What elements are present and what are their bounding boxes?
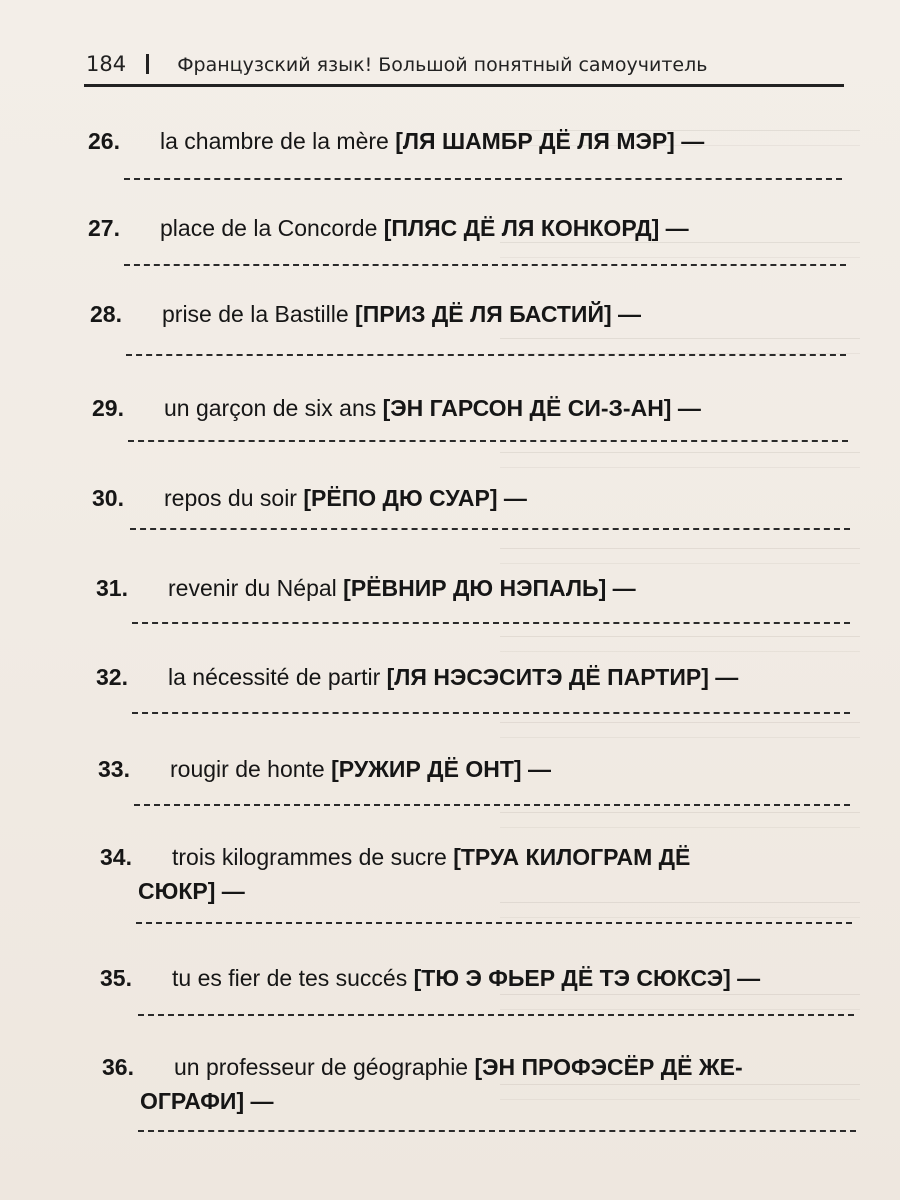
transcription: [ПРИЗ ДЁ ЛЯ БАСТИЙ] — <box>355 301 642 327</box>
answer-line-31[interactable] <box>132 622 850 624</box>
french-phrase: repos du soir <box>164 485 297 511</box>
header-separator <box>146 54 149 74</box>
transcription: [РУЖИР ДЁ ОНТ] — <box>331 756 551 782</box>
french-phrase: rougir de honte <box>170 756 325 782</box>
item-number: 27. <box>88 215 120 241</box>
exercise-item-34 <box>100 840 870 908</box>
transcription: [ПЛЯС ДЁ ЛЯ КОНКОРД] — <box>383 215 689 241</box>
french-phrase: un garçon de six ans <box>164 395 377 421</box>
french-phrase: un professeur de géographie <box>174 1054 469 1080</box>
show-through-line <box>500 636 860 652</box>
answer-line-33[interactable] <box>134 804 850 806</box>
exercise-item-27 <box>88 211 858 245</box>
exercise-item-29 <box>92 391 862 425</box>
transcription: [ЛЯ ШАМБР ДЁ ЛЯ МЭР] — <box>395 128 705 154</box>
answer-line-36[interactable] <box>138 1130 856 1132</box>
show-through-line <box>500 994 860 1010</box>
french-phrase: la chambre de la mère <box>160 128 389 154</box>
exercise-item-33 <box>98 752 868 786</box>
transcription-continued: СЮКР] — <box>138 878 245 904</box>
answer-line-35[interactable] <box>138 1014 854 1016</box>
item-number: 31. <box>96 575 128 601</box>
answer-line-26[interactable] <box>124 178 842 180</box>
item-number: 29. <box>92 395 124 421</box>
transcription-continued: ОГРАФИ] — <box>140 1088 274 1114</box>
transcription: [ТЮ Э ФЬЕР ДЁ ТЭ СЮКСЭ] — <box>413 965 761 991</box>
page-number: 184 <box>86 52 127 76</box>
show-through-line <box>500 338 860 354</box>
transcription: [РЁПО ДЮ СУАР] — <box>303 485 527 511</box>
french-phrase: revenir du Népal <box>168 575 337 601</box>
header-rule <box>84 84 844 87</box>
transcription: [ЭН ГАРСОН ДЁ СИ-З-АН] — <box>382 395 701 421</box>
item-number: 35. <box>100 965 132 991</box>
page-header <box>86 52 846 86</box>
transcription: [РЁВНИР ДЮ НЭПАЛЬ] — <box>343 575 636 601</box>
french-phrase: prise de la Bastille <box>162 301 349 327</box>
item-number: 32. <box>96 664 128 690</box>
item-number: 33. <box>98 756 130 782</box>
item-number: 28. <box>90 301 122 327</box>
show-through-line <box>500 548 860 564</box>
item-number: 36. <box>102 1054 134 1080</box>
answer-line-28[interactable] <box>126 354 846 356</box>
transcription: [ЛЯ НЭСЭСИТЭ ДЁ ПАРТИР] — <box>386 664 739 690</box>
exercise-item-26 <box>88 124 858 158</box>
french-phrase: place de la Concorde <box>160 215 378 241</box>
answer-line-29[interactable] <box>128 440 848 442</box>
answer-line-27[interactable] <box>124 264 846 266</box>
answer-line-34[interactable] <box>136 922 852 924</box>
exercise-item-28 <box>90 297 860 331</box>
transcription: [ЭН ПРОФЭСЁР ДЁ ЖЕ- <box>474 1054 743 1080</box>
exercise-item-35 <box>100 961 870 995</box>
item-number: 30. <box>92 485 124 511</box>
show-through-line <box>500 452 860 468</box>
french-phrase: tu es fier de tes succés <box>172 965 408 991</box>
exercise-item-32 <box>96 660 866 694</box>
answer-line-32[interactable] <box>132 712 850 714</box>
show-through-line <box>500 812 860 828</box>
answer-line-30[interactable] <box>130 528 850 530</box>
exercise-item-36 <box>102 1050 872 1118</box>
book-title: Французский язык! Большой понятный самоучитель <box>177 54 708 76</box>
french-phrase: trois kilogrammes de sucre <box>172 844 447 870</box>
french-phrase: la nécessité de partir <box>168 664 381 690</box>
item-number: 34. <box>100 844 132 870</box>
item-number: 26. <box>88 128 120 154</box>
exercise-item-30 <box>92 481 862 515</box>
show-through-line <box>500 722 860 738</box>
exercise-item-31 <box>96 571 866 605</box>
transcription: [ТРУА КИЛОГРАМ ДЁ <box>453 844 691 870</box>
